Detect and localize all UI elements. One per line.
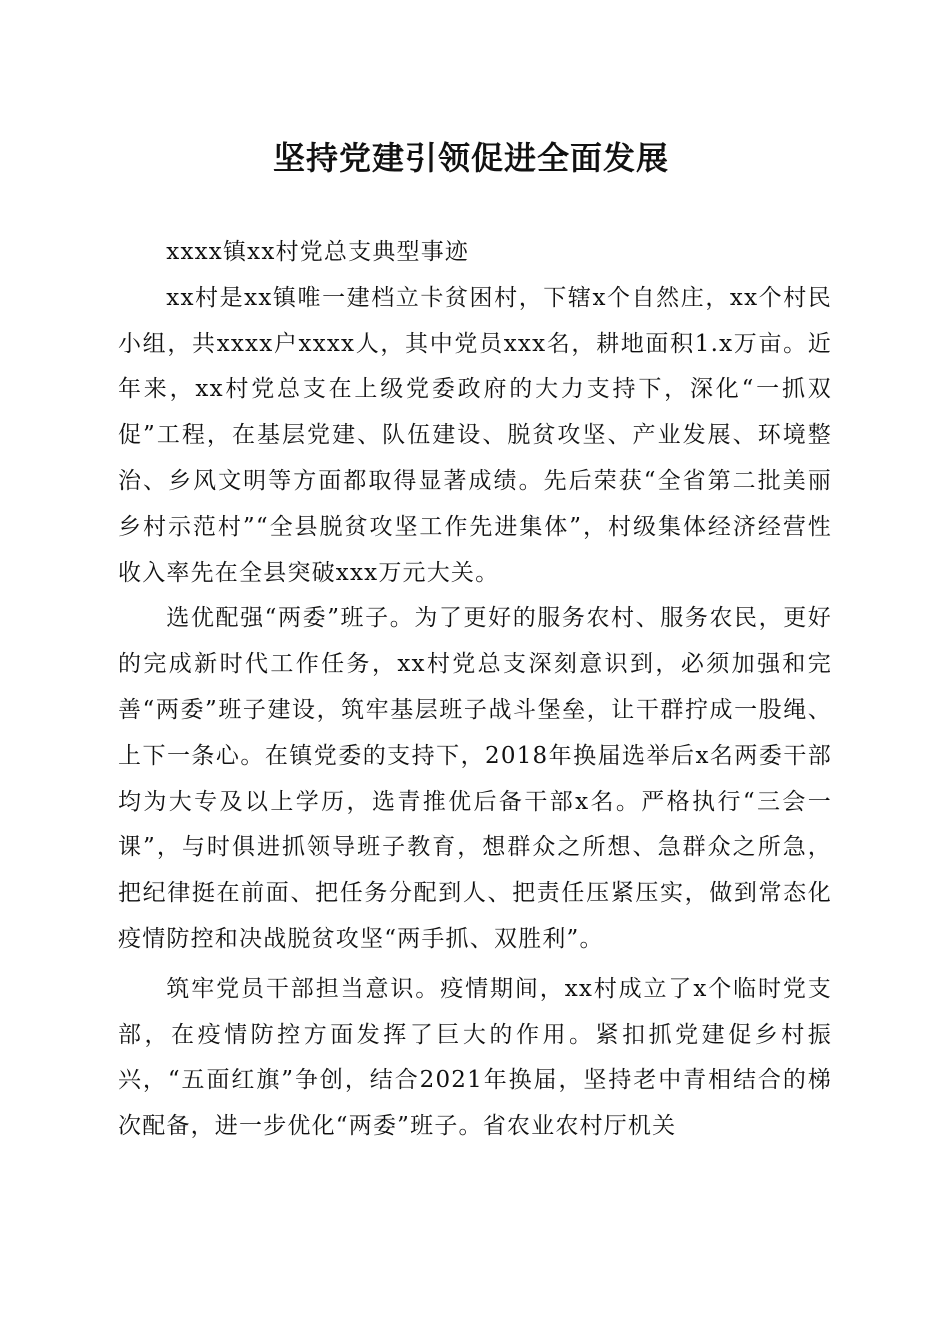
body-paragraph: xx村是xx镇唯一建档立卡贫困村，下辖x个自然庄，xx个村民小组，共xxxx户xxxx人，其中党员xxx名，耕地面积1.x万亩。近年来，xx村党总支在上级党委政府的大力支持下，深化“一抓双促”工程，在基层党建、队伍建设、脱贫攻坚、产业发展、环境整治、乡风文明等方面都取得显著成绩。先后荣获“全省第二批美丽乡村示范村”“全县脱贫攻坚工作先进集体”，村级集体经济经营性收入率先在全县突破xxx万元大关。 — [118, 284, 832, 586]
document-title: 坚持党建引领促进全面发展 — [272, 139, 669, 177]
body-paragraph: 选优配强“两委”班子。为了更好的服务农村、服务农民，更好的完成新时代工作任务，xx村党总支深刻意识到，必须加强和完善“两委”班子建设，筑牢基层班子战斗堡垒，让干群拧成一股绳、上下一条心。在镇党委的支持下，2018年换届选举后x名两委干部均为大专及以上学历，选青推优后备干部x名。严格执行“三会一课”，与时俱进抓领导班子教育，想群众之所想、急群众之所急，把纪律挺在前面、把任务分配到人、把责任压紧压实，做到常态化疫情防控和决战脱贫攻坚“两手抓、双胜利”。 — [118, 605, 832, 952]
subtitle-paragraph: xxxx镇xx村党总支典型事迹 — [166, 239, 470, 265]
document-body — [118, 230, 832, 1150]
body-paragraph: 筑牢党员干部担当意识。疫情期间，xx村成立了x个临时党支部，在疫情防控方面发挥了巨大的作用。紧扣抓党建促乡村振兴，“五面红旗”争创，结合2021年换届，坚持老中青相结合的梯次配备，进一步优化“两委”班子。省农业农村厅机关 — [118, 975, 832, 1140]
